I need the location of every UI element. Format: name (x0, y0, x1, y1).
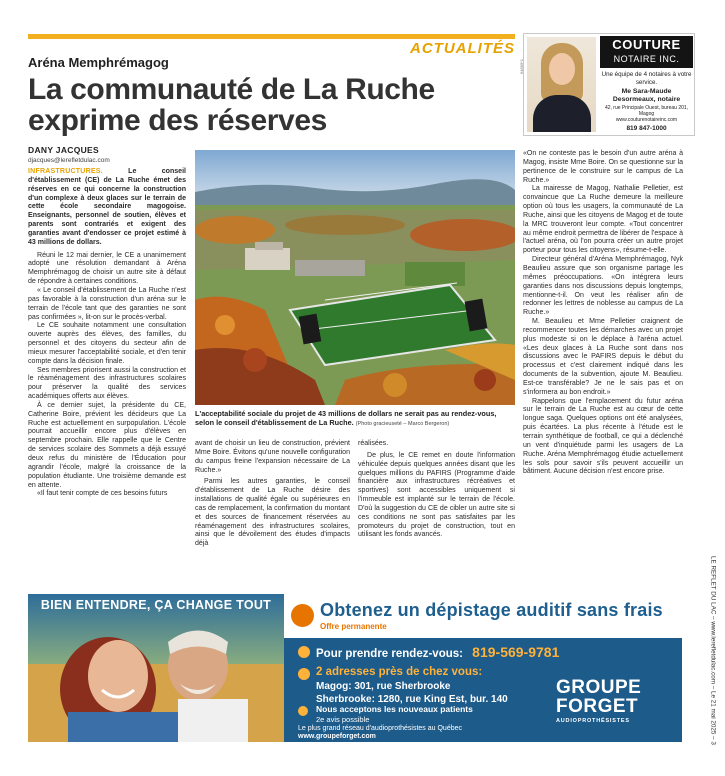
ad-headline: Obtenez un dépistage auditif sans frais (320, 600, 663, 620)
ad-offer: Offre permanente (320, 622, 387, 631)
paragraph: De plus, le CE remet en doute l'information véhiculée depuis quelques années disant que les quelques millions du PAFIRS (Programme d'aide financière aux infrastructures récréatives et sportives) sont accessibles uniquement si l'immeuble est implanté sur le terrain de l'école. D'où la suggestion du CE de cibler un autre site si ces conditions ne sont pas satisfaites par les promoteurs du projet de construction, tout en utilisant les fonds avancés. (358, 451, 515, 539)
paragraph: Directeur général d'Aréna Memphrémagog, Nyk Beaulieu assure que son organisme partage les mêmes préoccupations. «On intégrera leurs garanties dans nos discussions depuis longtemps, mentionne-t-il. On veut les réaliser afin de redonner les lettres de noblesse au campus de La Ruche.» (523, 256, 683, 317)
addresses-title: 2 adresses près de chez vous: (316, 666, 483, 678)
article-col-1 (28, 168, 186, 499)
headline: La communauté de La Ruche exprime des réserves (28, 73, 435, 137)
groupe-forget-logo: GROUPE FORGET AUDIOPROTHÉSISTES (556, 677, 642, 724)
lead-paragraph: INFRASTRUCTURES. Le conseil d'établissement (CE) de La Ruche émet des réserves en ce qui concerne la construction d'un complexe à deux glaces sur le terrain de cette école secondaire magogoise. Enseignants, personnel de soutien, élèves et parents sont contrariés et exigent des garanties avant d'endosser ce projet estimé à 43 millions de dollars. (28, 168, 186, 246)
hearing-ad[interactable] (28, 594, 682, 742)
paragraph: Le CE souhaite notamment une consultation ouverte auprès des élèves, des familles, du personnel et des citoyens du secteur afin de mieux mesurer l'acceptabilité sociale, et d'en tenir compte dans la décision finale. (28, 322, 186, 365)
phone-row[interactable]: Pour prendre rendez-vous: 819-569-9781 (316, 644, 560, 660)
paragraph: M. Beaulieu et Mme Pelletier craignent de recommencer toutes les démarches avec un projet plus modeste si on le déplace à l'aréna actuel. «Les deux glaces à La Ruche sont dans nos discussions avec le PAFIRS depuis le début du processus et c'est clairement indiqué dans les documents de la subvention, ajoute M. Beaulieu. Est-ce transférable? Je ne le sais pas et on s'informera au bon endroit.» (523, 318, 683, 396)
aerial-photo (195, 150, 515, 405)
section-label: ACTUALITÉS (410, 40, 515, 57)
paragraph: réalisées. (358, 440, 389, 447)
paragraph: À ce dernier sujet, la présidente du CE, Catherine Boire, prévient les décideurs que La Ruche est actuellement en surpopulation. L'école pourrait accueillir encore plus d'élèves en septembre prochain. Elle rappelle que le Centre de services scolaire des Sommets a déjà essuyé deux refus du ministère de l'Éducation pour agrandir l'école, malgré la croissance de la population étudiante. Une troisième demande est en attente. (28, 401, 186, 489)
page-credit: LE REFLET DU LAC – www.lerefletdulac.com – Le 21 mai 2025 – 3 (709, 556, 717, 745)
second-opinion: 2e avis possible (316, 715, 370, 724)
paragraph: Réuni le 12 mai dernier, le CE a unanimement adopté une résolution demandant à Aréna Memphrémagog de choisir un autre site à défaut de répondre à certaines conditions. (28, 251, 186, 286)
notary-brand: COUTURE NOTAIRE INC. (600, 36, 693, 68)
author-email[interactable]: djacques@lerefletdulac.com (28, 157, 110, 164)
ad-website[interactable]: www.groupeforget.com (298, 733, 376, 740)
ad-left-title: BIEN ENTENDRE, ÇA CHANGE TOUT (40, 598, 272, 612)
address-magog: Magog: 301, rue Sherbrooke (316, 681, 451, 692)
ear-icon (291, 604, 314, 627)
article-col-3 (358, 440, 515, 540)
paragraph: La mairesse de Magog, Nathalie Pelletier, est convaincue que La Ruche demeure la meilleure option où tous les usagers, la communauté de La Ruche, ainsi que les citoyens de Magog et de toute la MRC trouveront leur compte. «Tout concentrer au même endroit permettra de libérer de l'espace à l'actuel aréna, où l'on pourra créer un autre projet porteur pour tous les citoyens», résume-t-elle. (523, 185, 683, 255)
byline: DANY JACQUES (28, 145, 99, 155)
ad-id: 64869*1 (518, 59, 524, 74)
paragraph: « Le conseil d'établissement de La Ruche n'est pas favorable à la construction d'un aréna sur le terrain de l'école tant que des garanties ne sont pas confirmées », lit-on sur le procès-verbal. (28, 286, 186, 321)
phone-number: 819-569-9781 (472, 644, 560, 660)
paragraph: Ses membres priorisent aussi la construction et le réaménagement des infrastructures scolaires pour préserver la qualité des services académiques offerts aux élèves. (28, 366, 186, 401)
notary-phone: 819 847-1000 (626, 125, 667, 133)
notary-web: www.couturenotaireinc.com (615, 117, 678, 124)
notary-text: Une équipe de 4 notaires à votre service. Me Sara-Maude Desormeaux, notaire 42, rue Principale Ouest, bureau 201, Magog www.couturenotaireinc.com 819 847-1000 (601, 71, 692, 133)
photo-caption: L'acceptabilité sociale du projet de 43 millions de dollars ne serait pas au rendez-vous, selon le conseil d'établissement de La Ruche. (Photo gracieuseté – Marco Bergeron) (195, 409, 497, 427)
paragraph: «On ne conteste pas le besoin d'un autre aréna à Magog, insiste Mme Boire. On se questionne sur la pertinence de le construire sur le campus de La Ruche.» (523, 150, 683, 184)
phone-icon (298, 646, 310, 658)
photo-credit: (Photo gracieuseté – Marco Bergeron) (355, 420, 450, 427)
kicker: Aréna Memphrémagog (28, 55, 169, 70)
people-icon (298, 706, 308, 716)
notary-photo (527, 37, 596, 132)
network-tagline: Le plus grand réseau d'audioprothésistes au Québec (298, 725, 463, 732)
new-patients: Nous acceptons les nouveaux patients (316, 704, 473, 714)
address-sherbrooke: Sherbrooke: 1280, rue King Est, bur. 140 (316, 694, 508, 705)
article-col-4 (523, 150, 683, 477)
ad-photo (28, 594, 284, 742)
notary-ad[interactable] (518, 33, 695, 136)
paragraph: Parmi les autres garanties, le conseil d'établissement de La Ruche désire des installations de qualité égale ou supérieures en cas de remplacement, la confirmation du montant et des sources de financement réservées au réaménagement des infrastructures scolaires, ainsi que le dévoilement des études d'impacts déjà (195, 478, 350, 548)
paragraph: avant de choisir un lieu de construction, prévient Mme Boire. Évitons qu'une nouvelle configuration du campus freine l'expansion nécessaire de La Ruche.» (195, 440, 350, 474)
article-col-2 (195, 440, 350, 549)
section-bar (28, 34, 515, 39)
paragraph: Rappelons que l'emplacement du futur aréna sur le terrain de La Ruche est au cœur de cette longue saga. Quelques options ont été analysées, puis écartées. La plus récente à l'étude est le terrain synthétique de football, ce qui a déclenché un vent d'inquiétude parmi les usagers de La Ruche. Aréna Memphrémagog étudie actuellement les sols pour savoir s'ils peuvent accueillir un bâtiment. Aucune décision n'est encore prise. (523, 397, 683, 476)
paragraph: «Il faut tenir compte de ces besoins futurs (37, 490, 168, 498)
location-icon (298, 668, 310, 680)
